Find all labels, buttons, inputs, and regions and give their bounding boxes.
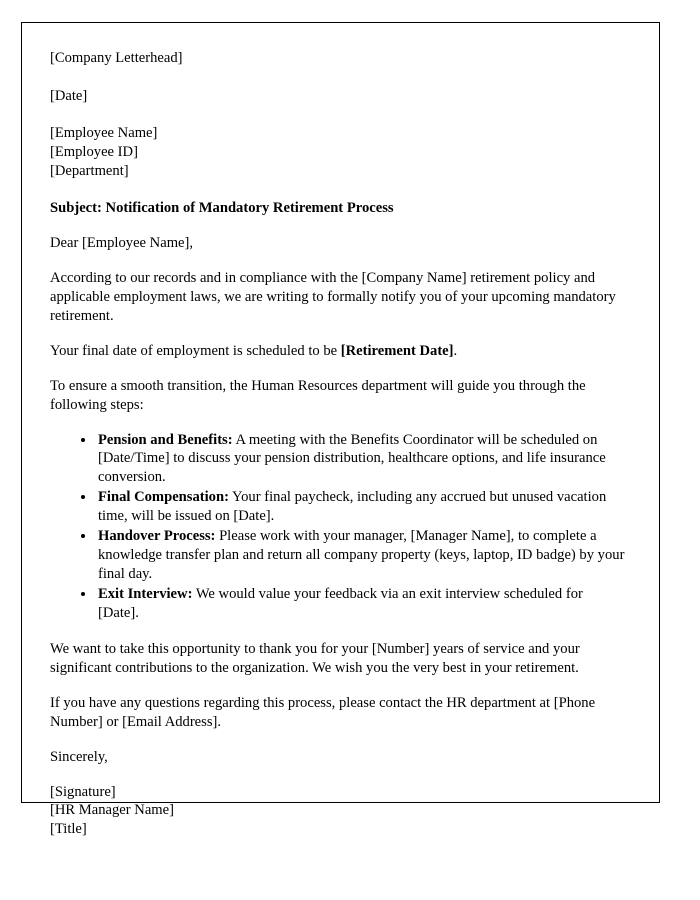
letter-body [22,23,659,839]
final-date-prefix: Your final date of employment is scheduled to be [50,342,341,359]
spacer [50,68,625,87]
spacer [50,767,625,783]
spacer [50,326,625,342]
recipient-department: [Department] [50,162,129,179]
paragraph-final-date [50,342,625,361]
step-label: Final Compensation: [98,489,229,506]
spacer [50,218,625,234]
recipient-employee-id: [Employee ID] [50,144,138,161]
spacer [50,180,625,199]
paragraph-thanks: We want to take this opportunity to thank you for your [Number] years of service and your significant contributions to the organization. We wish you the very best in your retirement. [50,641,580,677]
spacer [50,105,625,124]
step-label: Pension and Benefits: [98,431,233,448]
step-label: Exit Interview: [98,586,193,603]
salutation: Dear [Employee Name], [50,235,194,252]
subject-line: Subject: Notification of Mandatory Retirement Process [50,200,394,217]
spacer [50,361,625,377]
spacer [50,732,625,748]
recipient-name: [Employee Name] [50,125,158,142]
paragraph-contact: If you have any questions regarding this process, please contact the HR department at [Phone Number] or [Email Address]. [50,695,596,731]
step-text: Please work with your manager, [Manager Name], to complete a knowledge transfer plan and return all company property (keys, laptop, ID badge) by your final day. [98,528,625,583]
spacer [50,253,625,269]
letter-page [21,22,660,838]
final-date-suffix: . [453,342,458,359]
company-letterhead: [Company Letterhead] [50,50,183,66]
step-text: Your final paycheck, including any accrued but unused vacation time, will be issued on [Date]. [98,489,607,525]
paragraph-records-compliance: According to our records and in compliance with the [Company Name] retirement policy and applicable employment laws, we are writing to formally notify you of your upcoming mandatory retirement. [50,269,616,324]
list-item [96,488,625,526]
list-item [96,431,625,488]
step-text: We would value your feedback via an exit interview scheduled for [Date]. [98,586,583,622]
steps-list [50,431,625,624]
signature-placeholder: [Signature] [50,783,116,800]
signature-title: [Title] [50,821,87,838]
step-text: A meeting with the Benefits Coordinator will be scheduled on [Date/Time] to discuss your pension distribution, healthcare options, and life insurance conversion. [98,431,606,486]
retirement-date-placeholder: [Retirement Date] [340,342,454,359]
list-item [96,527,625,584]
closing: Sincerely, [50,749,108,766]
letter-date: [Date] [50,87,88,104]
step-label: Handover Process: [98,528,216,545]
spacer [50,415,625,431]
signature-hr-manager-name: [HR Manager Name] [50,802,174,819]
list-item [96,585,625,623]
spacer [50,624,625,640]
spacer [50,678,625,694]
paragraph-transition-intro: To ensure a smooth transition, the Human Resources department will guide you through the following steps: [50,377,586,413]
